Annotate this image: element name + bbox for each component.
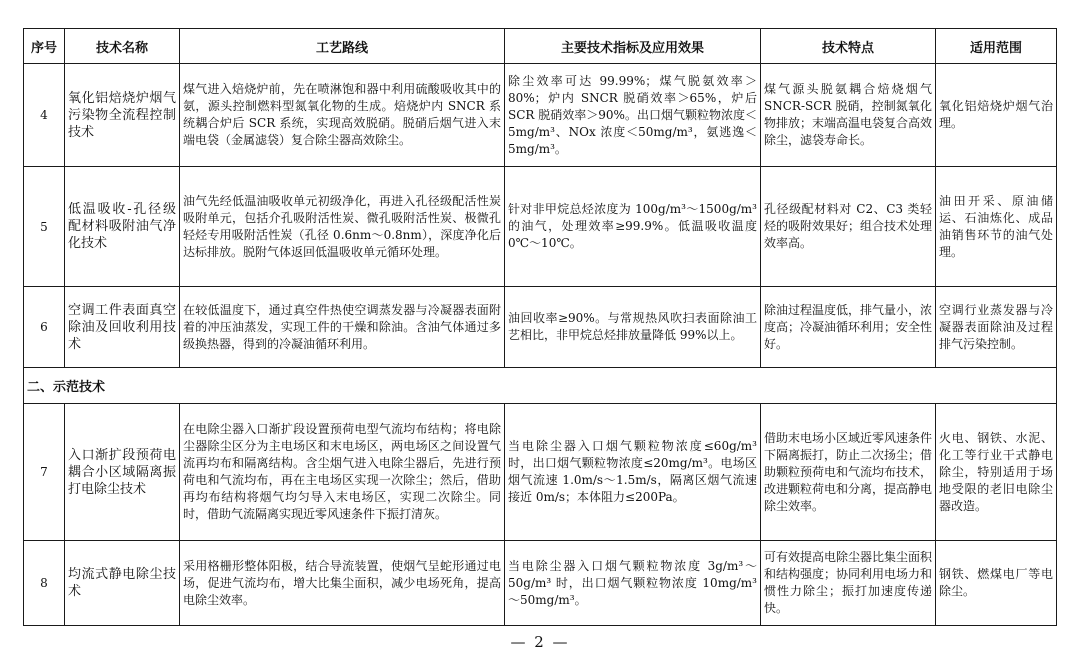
technology-table <box>23 28 1057 626</box>
row-number: 5 <box>24 167 65 287</box>
header-indicators: 主要技术指标及应用效果 <box>505 29 761 64</box>
technical-features: 孔径级配材料对 C2、C3 类轻烃的吸附效果好；组合技术处理效率高。 <box>761 167 936 287</box>
technical-indicators: 针对非甲烷总烃浓度为 100g/m³～1500g/m³ 的油气，处理效率≥99.9%。低温吸收温度 0℃～10℃。 <box>505 167 761 287</box>
application-scope: 氧化铝焙烧炉烟气治理。 <box>936 64 1057 167</box>
process-route: 在较低温度下，通过真空件热使空调蒸发器与冷凝器表面附着的冲压油蒸发，实现工件的干燥和除油。含油气体通过多级换热器，得到的冷凝油循环利用。 <box>180 287 505 368</box>
application-scope: 钢铁、燃煤电厂等电除尘。 <box>936 541 1057 626</box>
header-name: 技术名称 <box>65 29 180 64</box>
table-row <box>24 167 1057 287</box>
header-no: 序号 <box>24 29 65 64</box>
process-route: 油气先经低温油吸收单元初级净化，再进入孔径级配活性炭吸附单元，包括介孔吸附活性炭、微孔吸附活性炭、极微孔轻烃专用吸附活性炭（孔径 0.6nm～0.8nm），深度净化后达标排放。脱附气体返回低温吸收单元循环处理。 <box>180 167 505 287</box>
process-route: 采用格栅形整体阳极，结合导流装置，使烟气呈蛇形通过电场，促进气流均布，增大比集尘面积，减少电场死角，提高电除尘效率。 <box>180 541 505 626</box>
table-row <box>24 64 1057 167</box>
technology-name: 氧化铝焙烧炉烟气污染物全流程控制技术 <box>65 64 180 167</box>
application-scope: 油田开采、原油储运、石油炼化、成品油销售环节的油气处理。 <box>936 167 1057 287</box>
header-features: 技术特点 <box>761 29 936 64</box>
technical-features: 借助末电场小区域近零风速条件下隔离振打，防止二次扬尘；借助颗粒预荷电和气流均布技术，改进颗粒荷电和分离，提高静电除尘效率。 <box>761 404 936 541</box>
technical-indicators: 除尘效率可达 99.99%；煤气脱氨效率＞80%；炉内 SNCR 脱硝效率＞65%，炉后 SCR 脱硝效率＞90%。出口烟气颗粒物浓度＜5mg/m³、NOx 浓度＜50mg/m³，氨逃逸＜5mg/m³。 <box>505 64 761 167</box>
technical-features: 除油过程温度低，排气量小，浓度高；冷凝油循环利用；安全性好。 <box>761 287 936 368</box>
header-scope: 适用范围 <box>936 29 1057 64</box>
section-title: 二、示范技术 <box>24 368 1057 404</box>
table-row <box>24 287 1057 368</box>
row-number: 7 <box>24 404 65 541</box>
technical-indicators: 油回收率≥90%。与常规热风吹扫表面除油工艺相比，非甲烷总烃排放量降低 99%以上。 <box>505 287 761 368</box>
technical-indicators: 当电除尘器入口烟气颗粒物浓度 3g/m³～50g/m³ 时，出口烟气颗粒物浓度 10mg/m³～50mg/m³。 <box>505 541 761 626</box>
table-header-row <box>24 29 1057 64</box>
technical-features: 可有效提高电除尘器比集尘面积和结构强度；协同利用电场力和惯性力除尘；振打加速度传递快。 <box>761 541 936 626</box>
technology-name: 低温吸收-孔径级配材料吸附油气净化技术 <box>65 167 180 287</box>
technology-name: 空调工件表面真空除油及回收利用技术 <box>65 287 180 368</box>
row-number: 8 <box>24 541 65 626</box>
technology-name: 均流式静电除尘技术 <box>65 541 180 626</box>
header-route: 工艺路线 <box>180 29 505 64</box>
row-number: 6 <box>24 287 65 368</box>
row-number: 4 <box>24 64 65 167</box>
process-route: 煤气进入焙烧炉前，先在喷淋饱和器中利用硫酸吸收其中的氨，源头控制燃料型氮氧化物的生成。焙烧炉内 SNCR 系统耦合炉后 SCR 系统，实现高效脱硝。脱硝后烟气进入末端电袋（金属滤袋）复合除尘器高效除尘。 <box>180 64 505 167</box>
technical-indicators: 当电除尘器入口烟气颗粒物浓度≤60g/m³ 时，出口烟气颗粒物浓度≤20mg/m³。电场区烟气流速 1.0m/s～1.5m/s，隔离区烟气流速接近 0m/s；本体阻力≤200Pa。 <box>505 404 761 541</box>
application-scope: 火电、钢铁、水泥、化工等行业干式静电除尘，特别适用于场地受限的老旧电除尘器改造。 <box>936 404 1057 541</box>
technical-features: 煤气源头脱氨耦合焙烧烟气 SNCR-SCR 脱硝，控制氮氧化物排放；末端高温电袋复合高效除尘，滤袋寿命长。 <box>761 64 936 167</box>
process-route: 在电除尘器入口渐扩段设置预荷电型气流均布结构；将电除尘器除尘区分为主电场区和末电场区，两电场区之间设置气流再均布和隔离结构。含尘烟气进入电除尘器后，先进行预荷电和气流均布，再在主电场区实现一次除尘；然后，借助再均布结构将烟气均匀导入末电场区，实现二次除尘。同时，借助气流隔离实现近零风速条件下振打清灰。 <box>180 404 505 541</box>
technology-name: 入口渐扩段预荷电耦合小区域隔离振打电除尘技术 <box>65 404 180 541</box>
section-row <box>24 368 1057 404</box>
table-row <box>24 404 1057 541</box>
table-row <box>24 541 1057 626</box>
page-number: — 2 — <box>510 633 570 651</box>
application-scope: 空调行业蒸发器与冷凝器表面除油及过程排气污染控制。 <box>936 287 1057 368</box>
